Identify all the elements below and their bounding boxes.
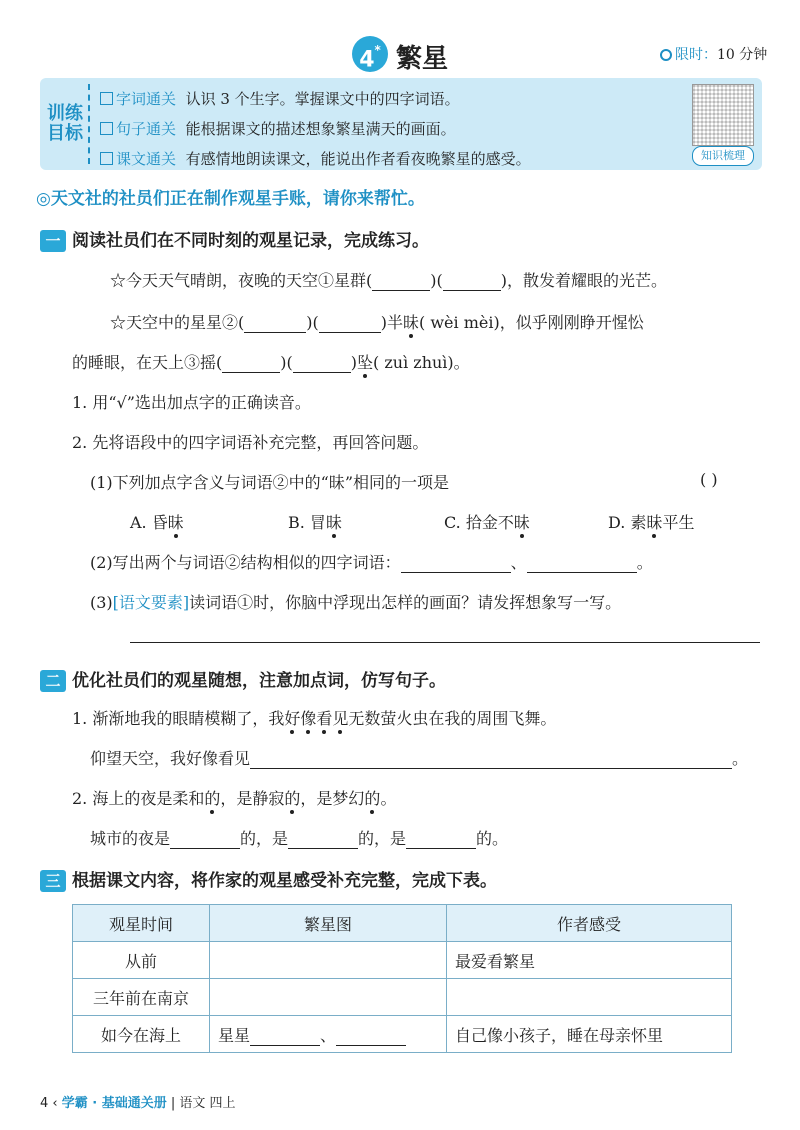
question-1: 1. 用“√”选出加点字的正确读音。 <box>72 393 311 412</box>
section-2-heading <box>40 666 446 692</box>
text: 平生 <box>662 513 695 532</box>
table-row <box>73 942 732 979</box>
column-header: 作者感受 <box>447 905 732 942</box>
dotted-char: 昧 <box>167 513 184 532</box>
text: )半 <box>380 313 403 332</box>
text: 。 <box>380 789 397 808</box>
goal-title: 句子通关 <box>116 120 177 138</box>
dotted-char: 看 <box>316 709 333 728</box>
column-header: 繁星图 <box>210 905 447 942</box>
cell-feeling: 自己像小孩子，睡在母亲怀里 <box>447 1016 732 1053</box>
option-b[interactable] <box>288 510 342 533</box>
blank[interactable] <box>244 313 306 333</box>
text: 的。 <box>476 829 509 848</box>
text: 。 <box>636 553 653 572</box>
text: ( zuì zhuì)。 <box>373 353 470 372</box>
goal-words <box>100 88 460 109</box>
dotted-char: 坠 <box>356 353 373 372</box>
sentence-2 <box>72 786 396 809</box>
blank[interactable] <box>443 271 501 291</box>
label-char: 训 <box>47 103 65 124</box>
goal-text: 有感情地朗读课文，能说出作者看夜晚繁星的感受。 <box>185 150 531 168</box>
checkbox-icon <box>100 122 113 135</box>
time-limit-label: 限时： <box>675 47 717 63</box>
record-para-1 <box>110 268 667 291</box>
text: 、 <box>320 1025 337 1045</box>
lesson-title: 繁星 <box>396 44 449 74</box>
sentence-2-imitation <box>90 826 508 849</box>
goal-text-reading <box>100 148 531 169</box>
sentence-1 <box>72 706 556 729</box>
goal-text: 认识 3 个生字。掌握课文中的四字词语。 <box>185 90 460 108</box>
cell-picture[interactable] <box>210 1016 447 1053</box>
time-limit <box>660 44 767 64</box>
dotted-char: 见 <box>332 709 349 728</box>
text: )( <box>280 353 293 372</box>
text: 、 <box>510 553 527 572</box>
goal-sentences <box>100 118 456 139</box>
lesson-number-badge <box>352 36 388 72</box>
text: )( <box>430 271 443 290</box>
section-title: 根据课文内容，将作家的观星感受补充完整，完成下表。 <box>72 871 497 891</box>
question-2-3 <box>90 590 621 613</box>
blank[interactable] <box>372 271 430 291</box>
text: 无数萤火虫在我的周围飞舞。 <box>348 709 557 728</box>
answer-line[interactable] <box>130 642 760 643</box>
dotted-char: 像 <box>300 709 317 728</box>
blank[interactable] <box>401 553 511 573</box>
text: 2. 海上的夜是柔和 <box>72 789 205 808</box>
blank[interactable] <box>222 353 280 373</box>
section-number: 一 <box>40 230 66 252</box>
dotted-char: 好 <box>284 709 301 728</box>
blank[interactable] <box>250 749 732 769</box>
text: 仰望天空，我好像看见 <box>90 749 251 768</box>
section-number: 三 <box>40 870 66 892</box>
text: 读词语①时，你脑中浮现出怎样的画面？请发挥想象写一写。 <box>189 593 622 612</box>
blank[interactable] <box>293 353 351 373</box>
dotted-char: 的 <box>204 789 221 808</box>
text: (2)写出两个与词语②结构相似的四字词语： <box>90 553 401 572</box>
dotted-char: 昧 <box>325 513 342 532</box>
text: ，是梦幻 <box>300 789 365 808</box>
blank[interactable] <box>319 313 381 333</box>
dotted-char: 的 <box>284 789 301 808</box>
lesson-number: 4 <box>359 47 375 73</box>
element-tag: [语文要素] <box>112 593 190 612</box>
footer-brand: 学霸 · 基础通关册 <box>61 1096 167 1111</box>
intro-text: ◎天文社的社员们正在制作观星手账，请你来帮忙。 <box>36 189 425 209</box>
section-title: 优化社员们的观星随想，注意加点词，仿写句子。 <box>72 671 446 691</box>
footer-subject: 语文 四上 <box>179 1096 236 1111</box>
cell-feeling: 最爱看繁星 <box>447 942 732 979</box>
goal-title: 字词通关 <box>116 90 177 108</box>
goal-text: 能根据课文的描述想象繁星满天的画面。 <box>185 120 456 138</box>
text: A. 昏 <box>130 513 168 532</box>
text: 的，是 <box>358 829 407 848</box>
page-number: 4 <box>40 1096 49 1111</box>
table-row <box>73 1016 732 1053</box>
blank[interactable] <box>406 829 476 849</box>
text: ☆天空中的星星②( <box>110 313 245 332</box>
training-goals-label <box>46 80 84 168</box>
text: )( <box>306 313 319 332</box>
clock-icon <box>660 49 672 61</box>
text: 城市的夜是 <box>90 829 171 848</box>
cell-picture[interactable] <box>210 979 447 1016</box>
text: D. 素 <box>608 513 647 532</box>
question-2: 2. 先将语段中的四字词语补充完整，再回答问题。 <box>72 433 429 452</box>
section-title: 阅读社员们在不同时刻的观星记录，完成练习。 <box>72 231 429 251</box>
text: ) <box>350 353 357 372</box>
training-divider <box>88 84 90 164</box>
dotted-char: 的 <box>364 789 381 808</box>
option-d[interactable] <box>608 510 694 533</box>
cell-picture[interactable] <box>210 942 447 979</box>
text: 的睡眼，在天上③摇( <box>72 353 223 372</box>
qr-code-icon[interactable] <box>692 84 754 146</box>
dotted-char: 昧 <box>646 513 663 532</box>
cell-time: 从前 <box>73 942 210 979</box>
dotted-char: 昧 <box>513 513 530 532</box>
sentence-1-imitation <box>90 746 748 769</box>
table-header-row <box>73 905 732 942</box>
text: C. 拾金不 <box>444 513 514 532</box>
column-header: 观星时间 <box>73 905 210 942</box>
blank[interactable] <box>250 1026 320 1046</box>
text: 星星 <box>218 1025 251 1045</box>
text: B. 冒 <box>288 513 326 532</box>
text: 。 <box>732 749 749 768</box>
qr-label: 知识梳理 <box>692 146 754 166</box>
text: 1. 渐渐地我的眼睛模糊了，我 <box>72 709 285 728</box>
cell-time: 如今在海上 <box>73 1016 210 1053</box>
table-row <box>73 979 732 1016</box>
cell-time: 三年前在南京 <box>73 979 210 1016</box>
time-limit-value: 10 分钟 <box>717 47 768 63</box>
blank[interactable] <box>336 1026 406 1046</box>
section-1-heading <box>40 226 429 252</box>
blank[interactable] <box>170 829 240 849</box>
section-3-heading <box>40 866 497 892</box>
text: 的，是 <box>240 829 289 848</box>
cell-feeling[interactable] <box>447 979 732 1016</box>
label-char: 练 <box>65 103 83 124</box>
text: (3) <box>90 593 113 612</box>
checkbox-icon <box>100 92 113 105</box>
blank[interactable] <box>527 553 637 573</box>
checkbox-icon <box>100 152 113 165</box>
dotted-char: 昧 <box>402 313 419 332</box>
option-c[interactable] <box>444 510 530 533</box>
lesson-star: * <box>374 43 381 57</box>
observation-table <box>72 904 732 1053</box>
answer-paren[interactable]: ( ) <box>700 470 718 489</box>
label-char: 标 <box>65 123 83 144</box>
record-para-2 <box>110 310 644 333</box>
blank[interactable] <box>288 829 358 849</box>
question-2-2 <box>90 550 653 573</box>
text: ( wèi mèi)，似乎刚刚睁开惺忪 <box>419 313 644 332</box>
record-para-3 <box>72 350 470 373</box>
question-2-1: (1)下列加点字含义与词语②中的“昧”相同的一项是 <box>90 473 450 492</box>
footer: 4 ‹ 学霸 · 基础通关册 | 语文 四上 <box>40 1096 236 1111</box>
section-number: 二 <box>40 670 66 692</box>
label-char: 目 <box>47 123 65 144</box>
text: )，散发着耀眼的光芒。 <box>500 271 667 290</box>
option-a[interactable] <box>130 510 184 533</box>
text: ，是静寂 <box>220 789 285 808</box>
text: ☆今天天气晴朗，夜晚的天空①星群( <box>110 271 373 290</box>
goal-title: 课文通关 <box>116 150 177 168</box>
